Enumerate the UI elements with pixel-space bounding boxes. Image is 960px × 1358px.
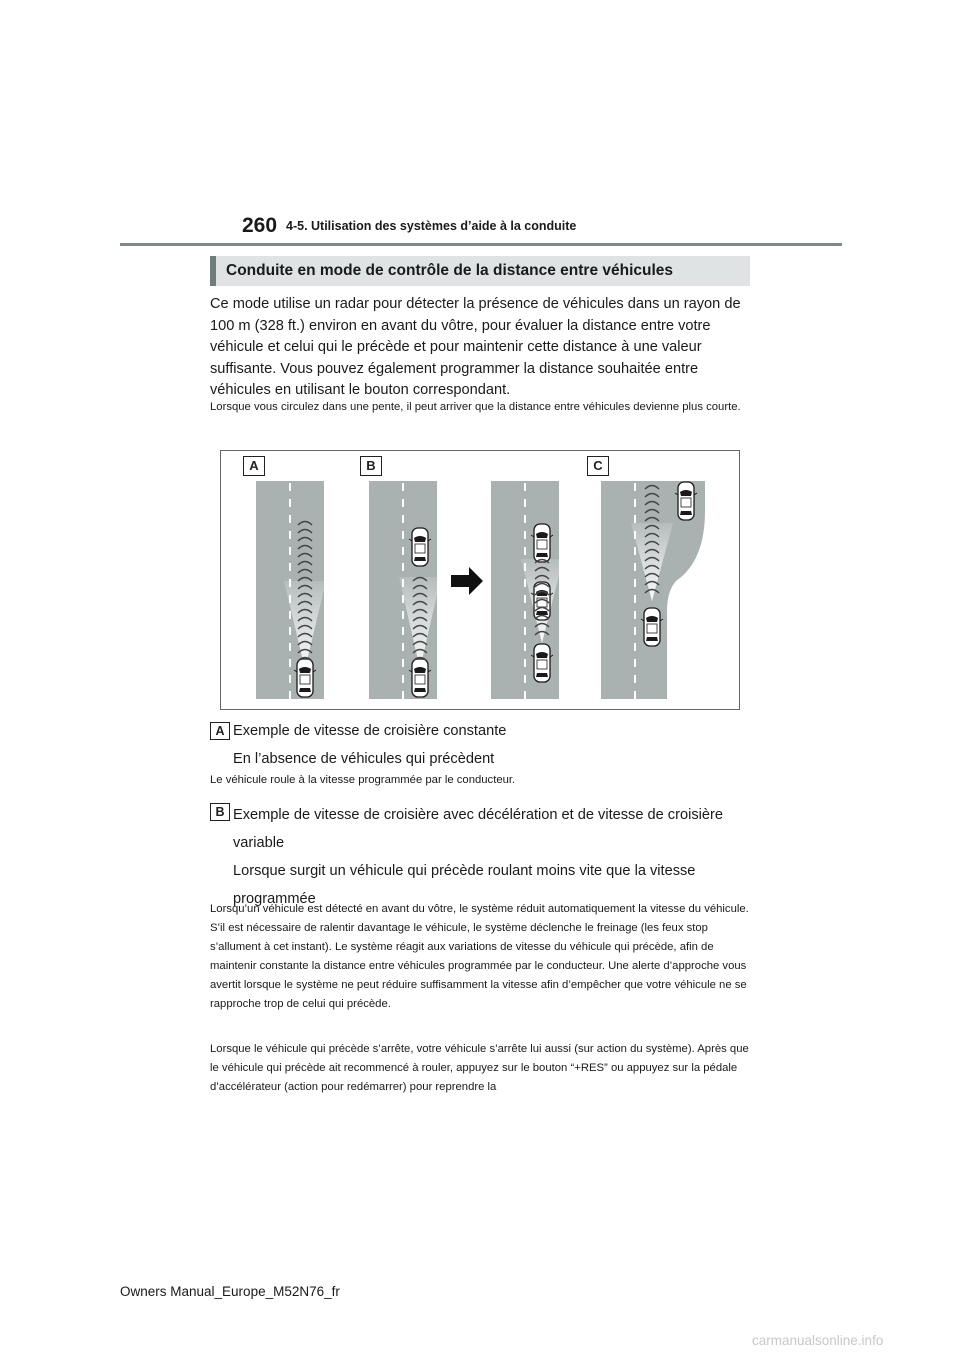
- item-a-note: Le véhicule roule à la vitesse programmée par le conducteur.: [210, 774, 516, 786]
- figure-label-b: B: [360, 456, 382, 476]
- section-title: Conduite en mode de contrôle de la distance entre véhicules: [226, 262, 674, 279]
- transition-arrow: [451, 567, 483, 595]
- acc-figure: [220, 450, 740, 710]
- road-a: [256, 481, 326, 699]
- figure-label-c: C: [587, 456, 609, 476]
- slope-note: Lorsque vous circulez dans une pente, il peut arriver que la distance entre véhicules devienne plus courte.: [210, 401, 741, 413]
- item-a-subtitle: En l’absence de véhicules qui précèdent: [233, 751, 495, 767]
- header-rule: [120, 243, 842, 246]
- footer-manual-id: Owners Manual_Europe_M52N76_fr: [120, 1284, 340, 1299]
- section-heading-box: [210, 256, 750, 286]
- item-b-note-2: Lorsque le véhicule qui précède s’arrête, votre véhicule s’arrête lui aussi (sur action du système). Après que le véhicule qui précède ait recommencé à rouler, appuyez sur le bouton “+RES” ou appuyez sur la pédale d’accélérateur (action pour redémarrer) pour reprendre la: [210, 1043, 749, 1093]
- item-b-title: Exemple de vitesse de croisière avec décélération et de vitesse de croisière variable: [233, 807, 723, 851]
- chapter-title: 4-5. Utilisation des systèmes d’aide à la conduite: [286, 219, 577, 233]
- item-a-label: A: [210, 722, 230, 740]
- figure-label-a: A: [243, 456, 265, 476]
- page-number: 260: [242, 214, 278, 237]
- road-b: [369, 481, 441, 699]
- road-illustration: [221, 451, 739, 709]
- item-a-title: Exemple de vitesse de croisière constante: [233, 723, 507, 739]
- item-b-label: B: [210, 803, 230, 821]
- intro-paragraph: Ce mode utilise un radar pour détecter la présence de véhicules dans un rayon de 100 m (328 ft.) environ en avant du vôtre, pour évaluer la distance entre votre véhicule et celui qui le précède et pour maintenir cette distance à une valeur suffisante. Vous pouvez également programmer la distance souhaitée entre véhicules en utilisant le bouton correspondant.: [210, 296, 741, 398]
- road-b-sequence: [491, 481, 563, 699]
- item-b-subtitle: Lorsque surgit un véhicule qui précède roulant moins vite que la vitesse programmée: [233, 863, 696, 907]
- item-b-note: Lorsqu’un véhicule est détecté en avant du vôtre, le système réduit automatiquement la vitesse du véhicule. S’il est nécessaire de ralentir davantage le véhicule, le système déclenche le freinage (les feux stop s’allument à cet instant). Le système réagit aux variations de vitesse du véhicule qui précède, afin de maintenir constante la distance entre véhicules programmée par le conducteur. Une alerte d’approche vous avertit lorsque le système ne peut réduire suffisamment la vitesse afin d’empêcher que votre véhicule ne se rapproche trop de celui qui précède.: [210, 903, 749, 1010]
- watermark: carmanualsonline.info: [752, 1333, 884, 1348]
